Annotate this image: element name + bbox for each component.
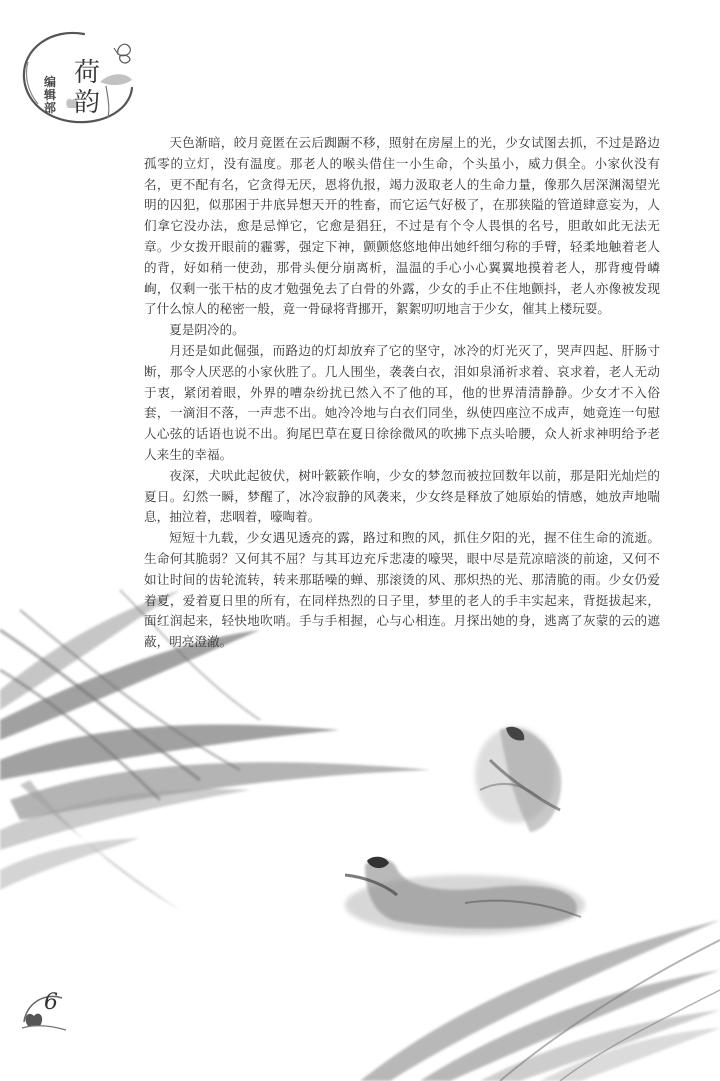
- butterfly-icon: [114, 44, 130, 63]
- logo-subtitle: 编辑部: [44, 75, 57, 115]
- paragraph: 月还是如此倔强，而路边的灯却放弃了它的坚守，冰冷的灯光灭了，哭声四起、肝肠寸断，那令人厌恶的小家伙胜了。几人围坐，袭袭白衣，泪如泉涌祈求着、哀求着，老人无动于衷，紧闭着眼，外界的嘈杂纷扰已然入不了他的耳，他的世界清清静静。少女才不入俗套，一滴泪不落，一声悲不出。她冷冷地与白衣们同坐，纵使四座泣不成声，她竟连一句慰人心弦的话语也说不出。狗尾巴草在夏日徐徐微风的吹拂下点头哈腰，众人祈求神明给予老人来生的幸福。: [144, 342, 660, 462]
- duck-upper: [475, 727, 561, 832]
- logo-title: 荷韵: [74, 58, 103, 118]
- column-logo: [14, 22, 149, 132]
- paragraph: 天色渐暗，皎月竟匿在云后踟蹰不移，照射在房屋上的光，少女试图去抓，不过是路边孤零的立灯，没有温度。那老人的喉头借住一小生命，个头虽小，威力俱全。小家伙没有名，更不配有名，它贪得无厌，恩将仇报，竭力汲取老人的生命力量，像那久居深渊渴望光明的囚犯，似那困于井底异想天开的牲畜，而它运气好极了，在那狭隘的管道肆意妄为，人们拿它没办法，愈是忌惮它，它愈是猖狂，不过是有个令人畏惧的名号，胆敢如此无法无章。少女拨开眼前的霾雾，强定下神，颤颤悠悠地伸出她纤细匀称的手臂，轻柔地触着老人的背，好如稍一使劲，那骨头便分崩离析，温温的手心小心翼翼地摸着老人，那背瘦骨嶙峋，仅剩一张干枯的皮才勉强免去了白骨的外露，少女的手止不住地颤抖，老人亦像被发现了什么惊人的秘密一般，竟一骨碌将背挪开，絮絮叨叨地言于少女，催其上楼玩耍。: [144, 135, 660, 317]
- paragraph: 短短十九载，少女遇见透亮的露，路过和煦的风，抓住夕阳的光，握不住生命的流逝。生命何其脆弱？又何其不屈？与其耳边充斥悲凄的嚎哭，眼中尽是荒凉暗淡的前途，又何不如让时间的齿轮流转，转来那聒噪的蝉、那滚烫的风、那炽热的光、那清脆的雨。少女仍爱着夏，爱着夏日里的所有，在同样热烈的日子里，梦里的老人的手丰实起来，背挺拔起来，面红润起来，轻快地吹哨。手与手相握，心与心相连。月探出她的身，逃离了灰蒙的云的遮蔽，明亮澄澈。: [144, 530, 660, 650]
- article-body: [144, 133, 660, 653]
- paragraph: 夏是阴冷的。: [169, 322, 245, 338]
- duck-lower: [345, 857, 585, 935]
- reed-leaves-right: [360, 920, 720, 1081]
- page-number: 6: [44, 990, 58, 1015]
- page-number-badge: [18, 982, 74, 1032]
- paragraph: 夜深，犬吠此起彼伏，树叶簌簌作响，少女的梦忽而被拉回数年以前，那是阳光灿烂的夏日。幻然一瞬，梦醒了，冰冷寂静的风袭来，少女终是释放了她原始的情感，她放声地喘息，抽泣着，悲咽着，嚎啕着。: [144, 467, 660, 525]
